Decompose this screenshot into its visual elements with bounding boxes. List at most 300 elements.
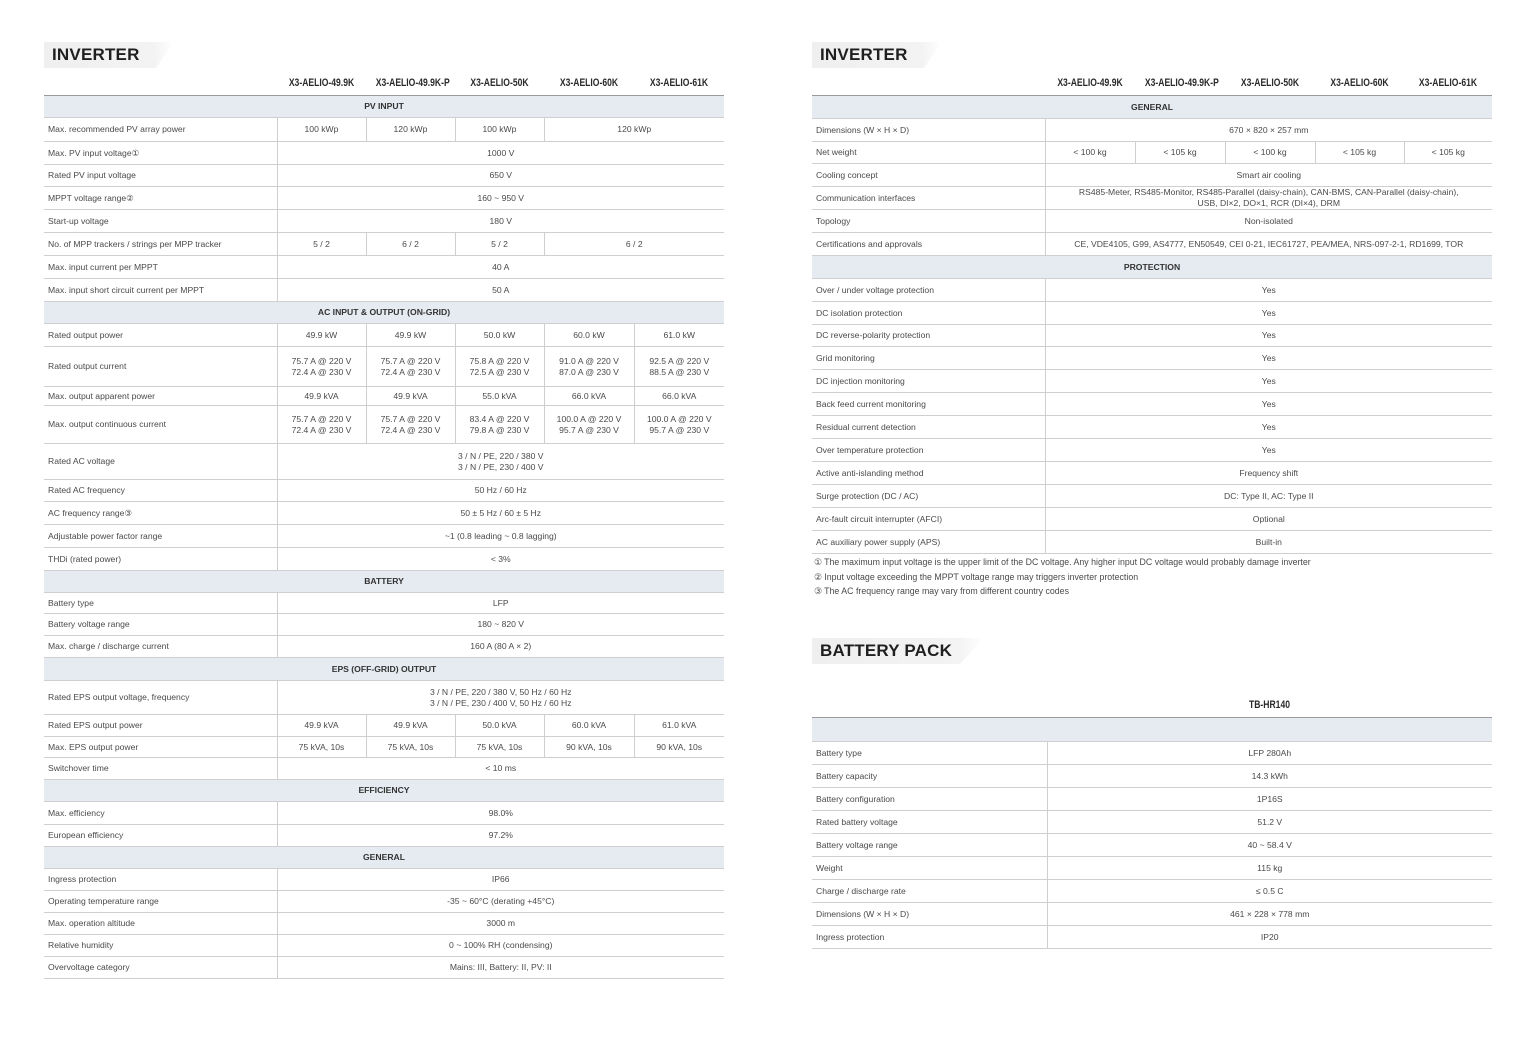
model-name: X3-AELIO-60K — [559, 77, 619, 89]
spec-value — [277, 636, 724, 658]
value-line: 87.0 A @ 230 V — [559, 366, 619, 377]
spec-row-dc-isolation-protection — [812, 302, 1492, 325]
value-line: 60.0 kW — [573, 329, 605, 340]
spec-value — [1045, 393, 1492, 416]
value-line: 100.0 A @ 220 V — [646, 413, 712, 424]
spec-value — [1045, 485, 1492, 508]
value-line: 98.0% — [488, 807, 513, 818]
spec-value — [277, 913, 724, 935]
spec-label: Battery voltage range — [812, 834, 1047, 857]
value-line: Non-isolated — [1244, 215, 1293, 226]
spec-label: Rated EPS output power — [44, 715, 277, 737]
value-line: 75 kVA, 10s — [476, 741, 523, 752]
section-header-protection — [812, 256, 1492, 279]
spec-label: Surge protection (DC / AC) — [812, 485, 1045, 508]
spec-value — [277, 210, 724, 233]
spec-value — [544, 233, 724, 256]
spec-row-ingress-protection — [812, 926, 1492, 949]
value-line: 6 / 2 — [625, 238, 643, 249]
spec-label: Max. input current per MPPT — [44, 256, 277, 279]
spec-label: Max. input short circuit current per MPPT — [44, 279, 277, 302]
value-line: < 3% — [490, 553, 511, 564]
section-title — [812, 718, 1492, 742]
value-line: 120 kWp — [393, 124, 428, 134]
value-line: 72.4 A @ 230 V — [291, 424, 352, 435]
spec-row-operating-temperature-range — [44, 891, 724, 913]
value-line: Smart air cooling — [1236, 169, 1302, 180]
spec-value — [544, 324, 634, 347]
spec-value — [1045, 416, 1492, 439]
value-line: 49.9 kVA — [393, 720, 428, 730]
spec-label: AC auxiliary power supply (APS) — [812, 531, 1045, 554]
spec-row-thdi-rated-power — [44, 548, 724, 571]
spec-row-dimensions-w-h-d — [812, 119, 1492, 142]
spec-value — [1045, 142, 1135, 164]
value-line: 95.7 A @ 230 V — [649, 424, 710, 435]
spec-row-max-input-short-circuit-current-per-mppt — [44, 279, 724, 302]
right-inverter-spec-table — [812, 95, 1492, 554]
spec-value — [1045, 187, 1492, 210]
value-line: Yes — [1261, 421, 1276, 432]
spec-row-rated-eps-output-voltage-frequency — [44, 681, 724, 715]
spec-row-grid-monitoring — [812, 347, 1492, 370]
spec-label: Start-up voltage — [44, 210, 277, 233]
spec-label: MPPT voltage range② — [44, 187, 277, 210]
spec-row-ac-frequency-range — [44, 502, 724, 525]
spec-value — [277, 869, 724, 891]
spec-value — [277, 187, 724, 210]
spec-value — [1045, 302, 1492, 325]
spec-label: Topology — [812, 210, 1045, 233]
right-model-header — [812, 77, 1492, 97]
value-line: 180 ~ 820 V — [477, 619, 525, 629]
spec-value — [277, 614, 724, 636]
spec-value — [1045, 233, 1492, 256]
spec-value — [277, 737, 366, 758]
spec-row-battery-configuration — [812, 788, 1492, 811]
spec-label: Rated AC voltage — [44, 444, 277, 480]
spec-row-residual-current-detection — [812, 416, 1492, 439]
value-line: < 105 kg — [1342, 147, 1377, 157]
spec-label: Back feed current monitoring — [812, 393, 1045, 416]
spec-value — [1045, 164, 1492, 187]
spec-value — [1315, 142, 1404, 164]
spec-value — [455, 324, 544, 347]
value-line: 49.9 kVA — [393, 390, 428, 401]
value-line: 115 kg — [1257, 862, 1283, 873]
spec-row-ac-auxiliary-power-supply-aps — [812, 531, 1492, 554]
value-line: 72.4 A @ 230 V — [380, 424, 441, 435]
section-title: BATTERY — [44, 571, 724, 593]
value-line: ≤ 0.5 C — [1255, 885, 1284, 896]
spec-value — [1047, 926, 1492, 949]
model-name: X3-AELIO-49.9K — [1057, 77, 1123, 89]
spec-row-over-temperature-protection — [812, 439, 1492, 462]
value-line: ~1 (0.8 leading ~ 0.8 lagging) — [444, 530, 557, 541]
section-header-efficiency — [44, 780, 724, 802]
footnote: ① The maximum input voltage is the upper limit of the DC voltage. Any higher input DC voltage would probably damage inverter — [814, 557, 1311, 567]
spec-value — [1047, 903, 1492, 926]
value-line: 51.2 V — [1257, 816, 1283, 827]
spec-row-no-of-mpp-trackers-strings-per-mpp-tracker — [44, 233, 724, 256]
value-line: 3 / N / PE, 220 / 380 V, 50 Hz / 60 Hz — [429, 686, 572, 697]
value-line: 72.4 A @ 230 V — [291, 366, 352, 377]
spec-value — [455, 737, 544, 758]
spec-value — [1404, 142, 1492, 164]
spec-value — [366, 406, 455, 444]
value-line: 650 V — [489, 170, 512, 180]
spec-label: Max. output apparent power — [44, 387, 277, 406]
spec-label: Battery configuration — [812, 788, 1047, 811]
value-line: 100.0 A @ 220 V — [556, 413, 622, 424]
spec-value — [277, 256, 724, 279]
battery-pack-title: BATTERY PACK — [812, 638, 952, 664]
spec-row-max-output-apparent-power — [44, 387, 724, 406]
spec-label: Rated battery voltage — [812, 811, 1047, 834]
footnotes — [814, 555, 1494, 599]
value-line: Yes — [1261, 307, 1276, 318]
spec-row-battery-voltage-range — [812, 834, 1492, 857]
section-header-ac-input-output-on-grid — [44, 302, 724, 324]
spec-value — [634, 324, 724, 347]
spec-value — [1045, 370, 1492, 393]
value-line: 49.9 kVA — [304, 390, 339, 401]
spec-value — [1047, 880, 1492, 903]
spec-row-cooling-concept — [812, 164, 1492, 187]
spec-label: Max. output continuous current — [44, 406, 277, 444]
spec-label: DC reverse-polarity protection — [812, 325, 1045, 347]
spec-row-battery-capacity — [812, 765, 1492, 788]
spec-label: Battery type — [44, 593, 277, 614]
section-title: EFFICIENCY — [44, 780, 724, 802]
spec-value — [366, 715, 455, 737]
spec-row-charge-discharge-rate — [812, 880, 1492, 903]
value-line: 55.0 kVA — [482, 390, 517, 401]
spec-value — [544, 347, 634, 387]
spec-label: AC frequency range③ — [44, 502, 277, 525]
battery-model-header — [812, 699, 1492, 719]
model-name: TB-HR140 — [1248, 699, 1290, 711]
value-line: 97.2% — [488, 830, 513, 840]
value-line: Frequency shift — [1239, 467, 1299, 478]
spec-value — [277, 233, 366, 256]
spec-value — [277, 387, 366, 406]
spec-label: Overvoltage category — [44, 957, 277, 979]
spec-value — [1045, 439, 1492, 462]
spec-value — [277, 324, 366, 347]
value-line: 95.7 A @ 230 V — [559, 424, 619, 435]
spec-row-rated-output-power — [44, 324, 724, 347]
spec-row-overvoltage-category — [44, 957, 724, 979]
spec-value — [277, 758, 724, 780]
spec-value — [277, 548, 724, 571]
spec-value — [634, 406, 724, 444]
spec-row-rated-output-current — [44, 347, 724, 387]
spec-label: Cooling concept — [812, 164, 1045, 187]
model-name: X3-AELIO-49.9K-P — [1144, 77, 1219, 89]
spec-row-rated-pv-input-voltage — [44, 165, 724, 187]
value-line: 72.5 A @ 230 V — [469, 366, 530, 377]
spec-value — [1135, 142, 1225, 164]
value-line: 90 kVA, 10s — [656, 741, 703, 752]
spec-label: European efficiency — [44, 825, 277, 847]
spec-value — [366, 387, 455, 406]
spec-value — [1045, 347, 1492, 370]
spec-label: Weight — [812, 857, 1047, 880]
spec-label: Over temperature protection — [812, 439, 1045, 462]
spec-label: Relative humidity — [44, 935, 277, 957]
spec-label: Max. EPS output power — [44, 737, 277, 758]
value-line: 50.0 kVA — [482, 720, 517, 730]
value-line: 75 kVA, 10s — [298, 741, 345, 752]
spec-row-max-eps-output-power — [44, 737, 724, 758]
spec-value — [544, 118, 724, 142]
spec-label: Grid monitoring — [812, 347, 1045, 370]
value-line: 1P16S — [1256, 793, 1283, 804]
spec-row-surge-protection-dc-ac — [812, 485, 1492, 508]
spec-label: Battery capacity — [812, 765, 1047, 788]
spec-label: Rated EPS output voltage, frequency — [44, 681, 277, 715]
spec-value — [544, 406, 634, 444]
spec-label: Communication interfaces — [812, 187, 1045, 210]
battery-pack-spec-table — [812, 717, 1492, 949]
spec-row-battery-type — [812, 742, 1492, 765]
spec-value — [277, 891, 724, 913]
section-title: PROTECTION — [812, 256, 1492, 279]
spec-value — [455, 233, 544, 256]
value-line: RS485-Meter, RS485-Monitor, RS485-Parallel (daisy-chain), CAN-BMS, CAN-Parallel (daisy-chain), — [1078, 187, 1459, 197]
spec-label: Max. PV input voltage① — [44, 142, 277, 165]
spec-label: Dimensions (W × H × D) — [812, 903, 1047, 926]
value-line: 61.0 kW — [663, 329, 696, 340]
spec-value — [1047, 857, 1492, 880]
section-title: EPS (OFF-GRID) OUTPUT — [44, 658, 724, 681]
spec-value — [1045, 462, 1492, 485]
value-line: 66.0 kVA — [662, 390, 697, 401]
value-line: 50 ± 5 Hz / 60 ± 5 Hz — [460, 507, 542, 518]
spec-row-rated-ac-voltage — [44, 444, 724, 480]
spec-label: Arc-fault circuit interrupter (AFCI) — [812, 508, 1045, 531]
value-line: IP20 — [1260, 931, 1279, 942]
spec-value — [277, 802, 724, 825]
spec-row-arc-fault-circuit-interrupter-afci — [812, 508, 1492, 531]
value-line: < 10 ms — [485, 763, 517, 773]
spec-label: Rated PV input voltage — [44, 165, 277, 187]
value-line: 100 kWp — [482, 124, 517, 134]
spec-value — [1047, 765, 1492, 788]
value-line: Mains: III, Battery: II, PV: II — [449, 962, 552, 972]
spec-row-certifications-and-approvals — [812, 233, 1492, 256]
value-line: 75.7 A @ 220 V — [380, 355, 441, 366]
spec-value — [634, 737, 724, 758]
value-line: 160 A (80 A × 2) — [470, 641, 532, 651]
value-line: 72.4 A @ 230 V — [380, 366, 441, 377]
spec-value — [455, 406, 544, 444]
spec-value — [366, 233, 455, 256]
value-line: 40 A — [492, 261, 510, 272]
value-line: USB, DI×2, DO×1, RCR (DI×4), DRM — [1197, 198, 1341, 208]
spec-row-start-up-voltage — [44, 210, 724, 233]
spec-value — [1045, 325, 1492, 347]
value-line: 66.0 kVA — [571, 390, 607, 401]
spec-value — [1045, 119, 1492, 142]
model-name: X3-AELIO-61K — [649, 77, 709, 89]
spec-row-weight — [812, 857, 1492, 880]
left-inverter-spec-table — [44, 95, 724, 979]
spec-value — [1225, 142, 1315, 164]
value-line: LFP 280Ah — [1248, 747, 1292, 758]
value-line: 50 Hz / 60 Hz — [474, 485, 527, 495]
spec-value — [544, 737, 634, 758]
footnote: ③ The AC frequency range may vary from different country codes — [814, 586, 1069, 596]
value-line: < 105 kg — [1431, 147, 1465, 157]
value-line: 3 / N / PE, 230 / 400 V — [458, 461, 544, 472]
value-line: 5 / 2 — [491, 238, 508, 249]
value-line: Yes — [1261, 444, 1276, 455]
spec-row-max-charge-discharge-current — [44, 636, 724, 658]
model-name: X3-AELIO-49.9K-P — [375, 77, 450, 89]
model-name: X3-AELIO-50K — [470, 77, 529, 89]
value-line: 100 kWp — [304, 124, 339, 134]
spec-value — [544, 387, 634, 406]
spec-value — [277, 118, 366, 142]
spec-value — [277, 715, 366, 737]
spec-row-max-efficiency — [44, 802, 724, 825]
section-header-general — [812, 96, 1492, 119]
spec-value — [544, 715, 634, 737]
spec-row-topology — [812, 210, 1492, 233]
spec-value — [1047, 834, 1492, 857]
spec-value — [277, 480, 724, 502]
spec-value — [366, 347, 455, 387]
spec-label: Over / under voltage protection — [812, 279, 1045, 302]
value-line: 75 kVA, 10s — [387, 741, 434, 752]
spec-row-relative-humidity — [44, 935, 724, 957]
value-line: 6 / 2 — [402, 238, 419, 249]
value-line: 88.5 A @ 230 V — [649, 366, 710, 377]
spec-row-back-feed-current-monitoring — [812, 393, 1492, 416]
section-title: GENERAL — [812, 96, 1492, 119]
spec-label: Operating temperature range — [44, 891, 277, 913]
spec-label: Residual current detection — [812, 416, 1045, 439]
spec-value — [277, 502, 724, 525]
spec-label: Rated AC frequency — [44, 480, 277, 502]
spec-row-mppt-voltage-range — [44, 187, 724, 210]
spec-value — [277, 935, 724, 957]
spec-value — [455, 118, 544, 142]
value-line: < 100 kg — [1253, 147, 1287, 157]
value-line: Built-in — [1255, 536, 1282, 547]
spec-row-adjustable-power-factor-range — [44, 525, 724, 548]
spec-row-max-operation-altitude — [44, 913, 724, 935]
spec-value — [1047, 811, 1492, 834]
spec-value — [455, 387, 544, 406]
spec-label: THDi (rated power) — [44, 548, 277, 571]
value-line: 50.0 kW — [483, 329, 516, 340]
spec-value — [455, 347, 544, 387]
spec-value — [366, 737, 455, 758]
spec-label: DC isolation protection — [812, 302, 1045, 325]
value-line: 5 / 2 — [313, 238, 330, 249]
value-line: 60.0 kVA — [571, 720, 607, 730]
spec-label: Max. operation altitude — [44, 913, 277, 935]
value-line: Optional — [1252, 513, 1285, 524]
spec-row-switchover-time — [44, 758, 724, 780]
spec-label: Max. efficiency — [44, 802, 277, 825]
value-line: 75.7 A @ 220 V — [380, 413, 441, 424]
value-line: 14.3 kWh — [1251, 770, 1288, 781]
section-header-general — [44, 847, 724, 869]
spec-label: Max. recommended PV array power — [44, 118, 277, 142]
spec-label: Certifications and approvals — [812, 233, 1045, 256]
spec-row-max-recommended-pv-array-power — [44, 118, 724, 142]
footnote: ② Input voltage exceeding the MPPT voltage range may triggers inverter protection — [814, 571, 1139, 582]
spec-row-max-pv-input-voltage — [44, 142, 724, 165]
value-line: 1000 V — [487, 147, 515, 158]
spec-value — [634, 715, 724, 737]
value-line: 49.9 kW — [394, 329, 427, 340]
spec-label: DC injection monitoring — [812, 370, 1045, 393]
value-line: 79.8 A @ 230 V — [469, 424, 530, 435]
value-line: 3 / N / PE, 230 / 400 V, 50 Hz / 60 Hz — [429, 697, 572, 708]
spec-row-battery-type — [44, 593, 724, 614]
spec-label: Charge / discharge rate — [812, 880, 1047, 903]
spec-value — [277, 957, 724, 979]
spec-value — [455, 715, 544, 737]
model-name: X3-AELIO-49.9K — [288, 77, 355, 89]
spec-label: Rated output power — [44, 324, 277, 347]
spec-value — [634, 387, 724, 406]
value-line: CE, VDE4105, G99, AS4777, EN50549, CEI 0-21, IEC61727, PEA/MEA, NRS-097-2-1, RD1699, TOR — [1074, 238, 1464, 249]
model-name: X3-AELIO-60K — [1330, 77, 1389, 89]
spec-row-max-input-current-per-mppt — [44, 256, 724, 279]
section-title: GENERAL — [44, 847, 724, 869]
spec-label: No. of MPP trackers / strings per MPP tracker — [44, 233, 277, 256]
spec-value — [277, 525, 724, 548]
value-line: 40 ~ 58.4 V — [1247, 839, 1292, 850]
spec-value — [634, 347, 724, 387]
spec-value — [1045, 508, 1492, 531]
spec-row-dimensions-w-h-d — [812, 903, 1492, 926]
value-line: Yes — [1261, 330, 1276, 340]
spec-value — [277, 593, 724, 614]
spec-value — [277, 142, 724, 165]
model-name: X3-AELIO-50K — [1240, 77, 1300, 89]
spec-value — [1047, 788, 1492, 811]
spec-value — [366, 118, 455, 142]
value-line: Yes — [1261, 352, 1276, 363]
spec-value — [277, 406, 366, 444]
value-line: Yes — [1261, 375, 1276, 386]
value-line: 49.9 kVA — [304, 720, 339, 730]
value-line: 180 V — [489, 215, 512, 226]
spec-label: Battery voltage range — [44, 614, 277, 636]
spec-label: Battery type — [812, 742, 1047, 765]
spec-label: Adjustable power factor range — [44, 525, 277, 548]
value-line: 90 kVA, 10s — [566, 741, 612, 752]
section-title: PV INPUT — [44, 96, 724, 118]
spec-label: Switchover time — [44, 758, 277, 780]
spec-label: Dimensions (W × H × D) — [812, 119, 1045, 142]
right-inverter-title: INVERTER — [812, 42, 908, 68]
value-line: 75.7 A @ 220 V — [291, 355, 352, 366]
value-line: 0 ~ 100% RH (condensing) — [449, 940, 553, 950]
section-header-battery — [44, 571, 724, 593]
value-line: < 100 kg — [1073, 147, 1107, 157]
value-line: 120 kWp — [617, 124, 652, 134]
spec-row-rated-ac-frequency — [44, 480, 724, 502]
spec-value — [277, 825, 724, 847]
